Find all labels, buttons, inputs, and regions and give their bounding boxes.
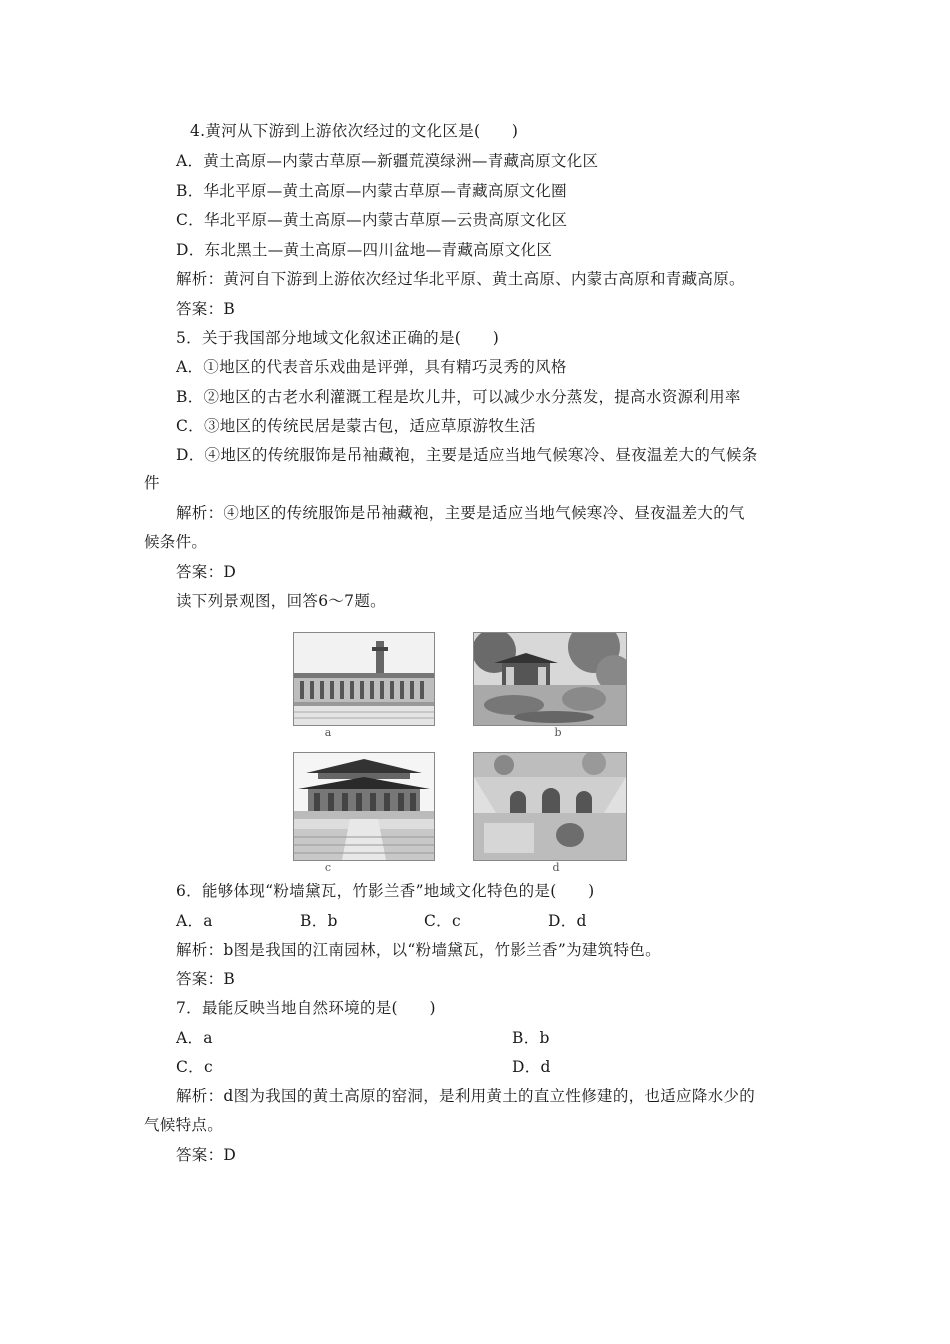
figure-a-image (293, 632, 435, 726)
q6-option-a: A．a (176, 912, 213, 930)
q5-option-d-line2: 件 (144, 474, 160, 492)
q7-analysis-line1: 解析：d图为我国的黄土高原的窑洞，是利用黄土的直立性修建的，也适应降水少的 (176, 1087, 756, 1105)
q6-stem: 6．能够体现“粉墙黛瓦，竹影兰香”地域文化特色的是( ) (176, 882, 595, 900)
q5-analysis-line1: 解析：④地区的传统服饰是吊袖藏袍，主要是适应当地气候寒冷、昼夜温差大的气 (176, 504, 745, 522)
q6-option-b: B．b (300, 912, 338, 930)
figure-c-caption: c (324, 861, 332, 874)
q7-option-b: B．b (512, 1029, 550, 1047)
q4-option-a: A．黄土高原—内蒙古草原—新疆荒漠绿洲—青藏高原文化区 (176, 152, 599, 170)
q5-stem: 5．关于我国部分地域文化叙述正确的是( ) (176, 329, 500, 347)
q5-option-b: B．②地区的古老水利灌溉工程是坎儿井，可以减少水分蒸发，提高水资源利用率 (176, 388, 741, 406)
q7-option-a: A．a (176, 1029, 213, 1047)
q6-option-d: D．d (548, 912, 587, 930)
q5-analysis-line2: 候条件。 (144, 533, 208, 551)
q4-option-b: B．华北平原—黄土高原—内蒙古草原—青藏高原文化圈 (176, 182, 567, 200)
q7-stem: 7．最能反映当地自然环境的是( ) (176, 999, 436, 1017)
figure-d-caption: d (552, 861, 560, 874)
q5-option-a: A．①地区的代表音乐戏曲是评弹，具有精巧灵秀的风格 (176, 358, 567, 376)
figure-a-caption: a (324, 726, 332, 739)
figure-b-image (473, 632, 627, 726)
q7-answer: 答案：D (176, 1146, 237, 1164)
q6-option-c: C．c (424, 912, 461, 930)
q4-analysis: 解析：黄河自下游到上游依次经过华北平原、黄土高原、内蒙古高原和青藏高原。 (176, 270, 745, 288)
q4-answer: 答案：B (176, 300, 236, 318)
figure-d-image (473, 752, 627, 861)
q5-option-c: C．③地区的传统民居是蒙古包，适应草原游牧生活 (176, 417, 536, 435)
q5-option-d-line1: D．④地区的传统服饰是吊袖藏袍，主要是适应当地气候寒冷、昼夜温差大的气候条 (176, 446, 758, 464)
q7-option-d: D．d (512, 1058, 551, 1076)
q4-option-c: C．华北平原—黄土高原—内蒙古草原—云贵高原文化区 (176, 211, 568, 229)
figure-intro: 读下列景观图，回答6～7题。 (176, 592, 386, 610)
q4-option-d: D．东北黑土—黄土高原—四川盆地—青藏高原文化区 (176, 241, 553, 259)
figure-c-image (293, 752, 435, 861)
q4-stem: 4.黄河从下游到上游依次经过的文化区是( ) (190, 122, 519, 140)
q7-option-c: C．c (176, 1058, 213, 1076)
q5-answer: 答案：D (176, 563, 237, 581)
figure-b-caption: b (554, 726, 562, 739)
q7-analysis-line2: 气候特点。 (144, 1116, 224, 1134)
q6-analysis: 解析：b图是我国的江南园林，以“粉墙黛瓦，竹影兰香”为建筑特色。 (176, 941, 661, 959)
q6-answer: 答案：B (176, 970, 236, 988)
